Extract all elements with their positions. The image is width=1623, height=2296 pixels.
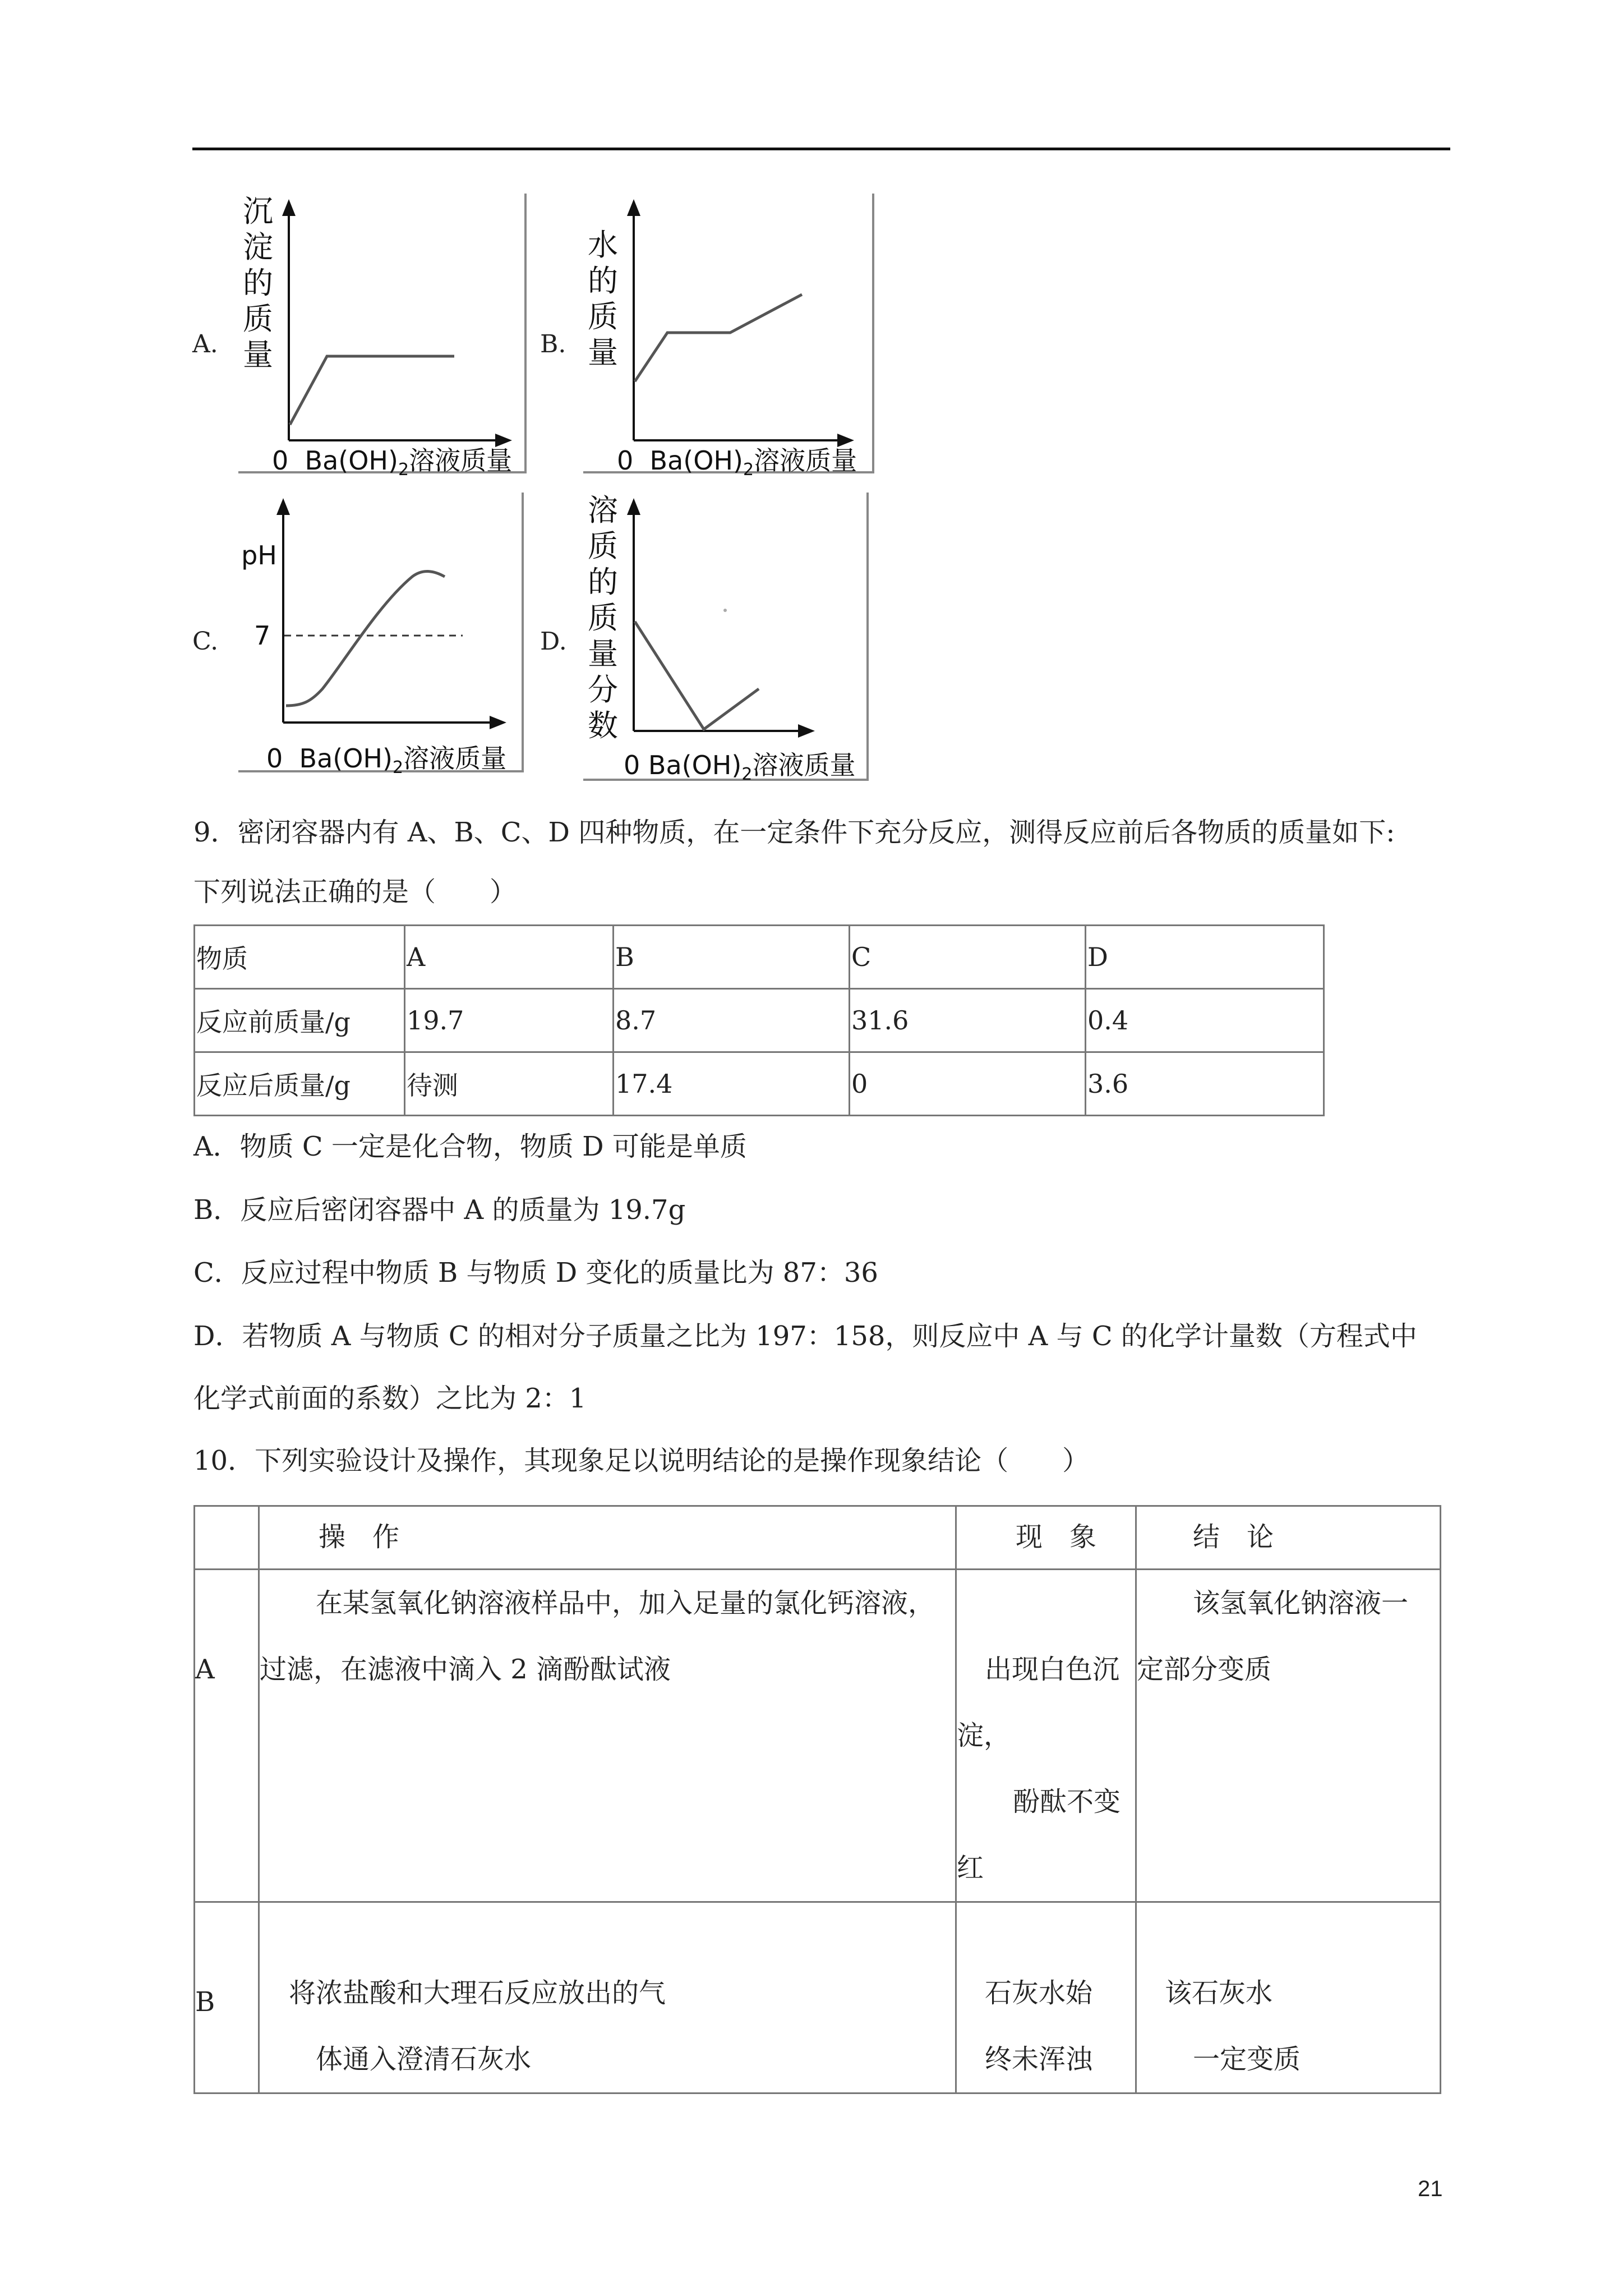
- row-b-op-line2: 体通入澄清石灰水: [316, 2044, 532, 2075]
- table-cell: [956, 1902, 1136, 2093]
- q9-option-d-line1: D．若物质 A 与物质 C 的相对分子质量之比为 197：158，则反应中 A 与 C 的化学计量数（方程式中: [193, 1320, 1417, 1352]
- row-b-concl-line2: 一定变质: [1193, 2044, 1301, 2075]
- graph-b-axes: [583, 194, 872, 471]
- graph-b-ylabel: 水 的 质 量: [588, 227, 618, 370]
- table-cell: [195, 1902, 259, 2093]
- row-b-label: B: [195, 1986, 215, 2018]
- table-cell: [956, 1506, 1136, 1570]
- graph-d: [583, 493, 869, 785]
- graph-d-xlabel: 0 $Ba(OH)_2$溶液质量: [624, 750, 856, 785]
- table-cell: 19.7: [405, 989, 614, 1052]
- header-operation: 操 作: [319, 1521, 400, 1553]
- graph-d-ylabel: 溶 质 的 质 量 分 数: [588, 493, 618, 743]
- table-cell: 反应前质量/g: [195, 989, 405, 1052]
- row-b-phen-line2: 终未浑浊: [985, 2044, 1093, 2075]
- table-cell: [259, 1570, 956, 1902]
- graph-c-tick-7: 7: [254, 620, 271, 651]
- row-a-phen-line1: 出现白色沉: [985, 1654, 1120, 1685]
- row-a-phen-line2: 淀，: [957, 1720, 1011, 1751]
- q9-option-a: A．物质 C 一定是化合物，物质 D 可能是单质: [193, 1131, 747, 1162]
- row-a-op-line1: 在某氢氧化钠溶液样品中，加入足量的氯化钙溶液，: [316, 1588, 935, 1619]
- table-row: [195, 1052, 1324, 1116]
- option-b-label: B.: [540, 330, 566, 358]
- table-cell: 3.6: [1086, 1052, 1324, 1116]
- table-cell: 待测: [405, 1052, 614, 1116]
- table-cell: C: [850, 926, 1086, 989]
- table-cell: 0: [850, 1052, 1086, 1116]
- table-cell: 0.4: [1086, 989, 1324, 1052]
- graph-a-ylabel: 沉 淀 的 质 量: [243, 194, 273, 372]
- header-conclusion: 结 论: [1193, 1521, 1274, 1553]
- graph-a-xlabel: 0 $Ba(OH)_2$溶液质量: [272, 445, 513, 480]
- table-cell: [1136, 1570, 1441, 1902]
- table-cell: 31.6: [850, 989, 1086, 1052]
- page-number: 21: [1418, 2177, 1443, 2201]
- row-a-phen-line3: 酚酞不变: [1013, 1786, 1121, 1818]
- table-row: [195, 1506, 1441, 1570]
- graph-c-axes: [238, 493, 522, 770]
- table-cell: 物质: [195, 926, 405, 989]
- graph-b: [583, 194, 874, 480]
- graph-a: [238, 194, 527, 480]
- table-cell: B: [614, 926, 850, 989]
- table-row: [195, 1570, 1441, 1902]
- table-cell: [195, 1506, 259, 1570]
- table-cell: 17.4: [614, 1052, 850, 1116]
- q10-stem: 10．下列实验设计及操作，其现象足以说明结论的是操作现象结论（ ）: [193, 1445, 1090, 1476]
- row-a-op-line2: 过滤，在滤液中滴入 2 滴酚酞试液: [260, 1654, 671, 1685]
- row-a-label: A: [195, 1654, 215, 1685]
- table-row: [195, 1902, 1441, 2093]
- graph-a-axes: [238, 194, 524, 471]
- option-c-label: C.: [192, 627, 219, 656]
- graph-c-xlabel: 0 $Ba(OH)_2$溶液质量: [266, 743, 507, 778]
- row-b-phen-line1: 石灰水始: [985, 1977, 1093, 2009]
- table-cell: [195, 1570, 259, 1902]
- table-cell: D: [1086, 926, 1324, 989]
- table-cell: 8.7: [614, 989, 850, 1052]
- q9-option-b: B．反应后密闭容器中 A 的质量为 19.7g: [193, 1194, 686, 1226]
- option-a-label: A.: [192, 330, 218, 358]
- header-rule: [192, 148, 1450, 150]
- graph-d-axes: [583, 493, 866, 779]
- table-row: [195, 926, 1324, 989]
- q9-option-c: C．反应过程中物质 B 与物质 D 变化的质量比为 87：36: [193, 1257, 878, 1289]
- graph-c: [238, 493, 524, 778]
- table-cell: [1136, 1902, 1441, 2093]
- row-b-concl-line1: 该石灰水: [1165, 1977, 1273, 2009]
- row-b-op-line1: 将浓盐酸和大理石反应放出的气: [289, 1977, 666, 2009]
- row-a-phen-line4: 红: [957, 1852, 984, 1884]
- table-cell: [259, 1902, 956, 2093]
- table-cell: [1136, 1506, 1441, 1570]
- table-cell: 反应后质量/g: [195, 1052, 405, 1116]
- table-cell: A: [405, 926, 614, 989]
- row-a-concl-line1: 该氢氧化钠溶液一: [1193, 1588, 1409, 1619]
- graph-b-xlabel: 0 $Ba(OH)_2$溶液质量: [617, 445, 857, 480]
- option-d-label: D.: [540, 627, 567, 656]
- q9-table: [193, 924, 1325, 1116]
- table-cell: [259, 1506, 956, 1570]
- q9-option-d-line2: 化学式前面的系数）之比为 2：1: [193, 1383, 587, 1414]
- table-row: [195, 989, 1324, 1052]
- q10-table: [193, 1505, 1441, 2094]
- header-phenomenon: 现 象: [1016, 1521, 1097, 1553]
- row-a-concl-line2: 定部分变质: [1137, 1654, 1272, 1685]
- graph-c-ylabel: pH: [241, 540, 277, 570]
- q9-stem-line2: 下列说法正确的是（ ）: [193, 876, 517, 908]
- table-cell: [956, 1570, 1136, 1902]
- q9-stem-line1: 9．密闭容器内有 A、B、C、D 四种物质，在一定条件下充分反应，测得反应前后各物质的质量如下:: [193, 817, 1395, 848]
